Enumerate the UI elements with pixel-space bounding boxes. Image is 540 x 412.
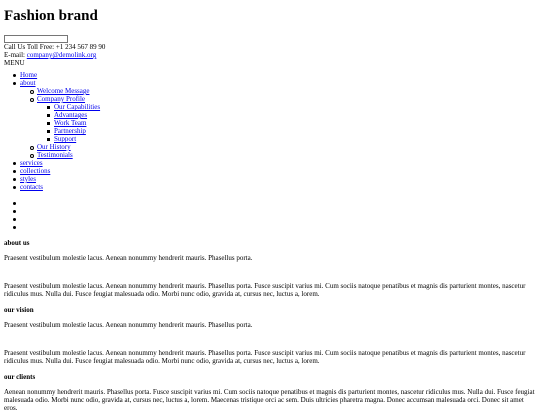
nav-link-advantages[interactable]: Advantages [54, 111, 88, 119]
nav-item-about [4, 79, 536, 159]
section-lead-about: Praesent vestibulum molestie lacus. Aenean nonummy hendrerit mauris. Phasellus porta. [4, 254, 253, 262]
nav-item-styles [4, 175, 536, 183]
submenu-item-partnership [37, 127, 536, 135]
nav-link-work-team[interactable]: Work Team [54, 119, 87, 127]
slider-dot[interactable] [4, 215, 536, 223]
submenu-item-company-profile [20, 95, 536, 143]
search-input[interactable] [4, 35, 68, 43]
nav-link-styles[interactable]: styles [20, 175, 36, 183]
submenu-item-welcome [20, 87, 536, 95]
section-title-about: about us [4, 239, 30, 247]
nav-item-services [4, 159, 536, 167]
brand-title: Fashion brand [4, 8, 98, 24]
section-body-about: Praesent vestibulum molestie lacus. Aenean nonummy hendrerit mauris. Phasellus porta. Fusce suscipit varius mi. Cum sociis natoque penatibus et magnis dis parturient montes, nascetur ridiculus mus. Nulla dui. Fusce feugiat malesuada odio. Morbi nunc odio, gravida at, cursus nec, luctus a, lorem. [4, 282, 526, 298]
nav-link-contacts[interactable]: contacts [20, 183, 43, 191]
section-lead-vision: Praesent vestibulum molestie lacus. Aenean nonummy hendrerit mauris. Phasellus porta. [4, 321, 253, 329]
spacer [4, 329, 536, 349]
section-body-clients: Aenean nonummy hendrerit mauris. Phasellus porta. Fusce suscipit varius mi. Cum sociis natoque penatibus et magnis dis parturient montes, nascetur ridiculus mus. Nulla dui. Fusce feugiat malesuada odio. Morbi nunc odio, gravida at, cursus nec, luctus a, lorem. Maecenas tristique orci ac sem. Duis ultricies pharetra magna. Donec accumsan malesuada orci. Donec sit amet eros. [4, 388, 535, 412]
nav-link-home[interactable]: Home [20, 71, 38, 79]
submenu-item-history [20, 143, 536, 151]
nav-link-capabilities[interactable]: Our Capabilities [54, 103, 101, 111]
slider-dot[interactable] [4, 223, 536, 231]
email-line [4, 51, 536, 59]
nav-item-contacts [4, 183, 536, 191]
slider-pager [4, 199, 536, 231]
nav-item-collections [4, 167, 536, 175]
about-submenu [20, 87, 536, 159]
slider-dot[interactable] [4, 199, 536, 207]
company-profile-submenu [37, 103, 536, 143]
section-title-vision: our vision [4, 306, 34, 314]
nav-link-testimonials[interactable]: Testimonials [37, 151, 73, 159]
nav-link-welcome[interactable]: Welcome Message [37, 87, 90, 95]
nav-link-about[interactable]: about [20, 79, 36, 87]
section-body-vision: Praesent vestibulum molestie lacus. Aenean nonummy hendrerit mauris. Phasellus porta. Fusce suscipit varius mi. Cum sociis natoque penatibus et magnis dis parturient montes, nascetur ridiculus mus. Nulla dui. Fusce feugiat malesuada odio. Morbi nunc odio, gravida at, cursus nec, luctus a, lorem. [4, 349, 526, 365]
nav-item-home [4, 71, 536, 79]
nav-link-history[interactable]: Our History [37, 143, 71, 151]
page [4, 0, 536, 412]
menu-toggle[interactable]: MENU [4, 59, 25, 67]
submenu-item-advantages [37, 111, 536, 119]
spacer [4, 262, 536, 282]
section-title-clients: our clients [4, 373, 36, 381]
submenu-item-work-team [37, 119, 536, 127]
submenu-item-capabilities [37, 103, 536, 111]
nav-link-services[interactable]: services [20, 159, 43, 167]
phone-text: Call Us Toll Free: +1 234 567 89 90 [4, 43, 106, 51]
slider-dot[interactable] [4, 207, 536, 215]
email-label: E-mail: [4, 51, 27, 59]
submenu-item-testimonials [20, 151, 536, 159]
nav-link-support[interactable]: Support [54, 135, 77, 143]
main-nav [4, 71, 536, 191]
nav-link-company-profile[interactable]: Company Profile [37, 95, 86, 103]
nav-link-collections[interactable]: collections [20, 167, 51, 175]
nav-link-partnership[interactable]: Partnership [54, 127, 86, 135]
email-link[interactable]: company@demolink.org [26, 51, 97, 59]
submenu-item-support [37, 135, 536, 143]
